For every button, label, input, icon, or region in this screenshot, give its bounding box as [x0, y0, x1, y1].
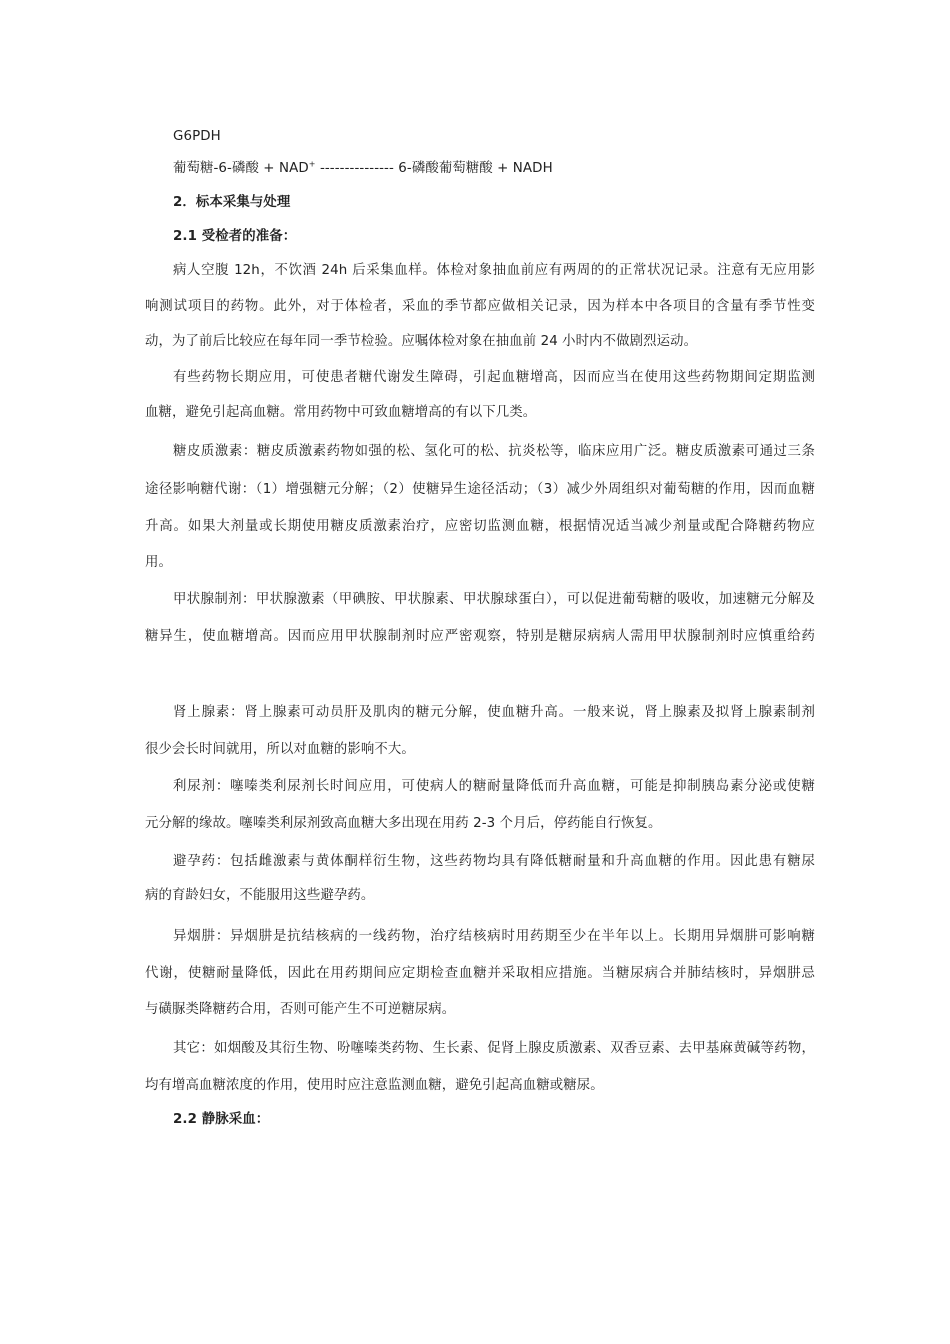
reaction-left: 葡萄糖-6-磷酸 + NAD: [173, 161, 309, 176]
paragraph-line: 有些药物长期应用，可使患者糖代谢发生障碍，引起血糖增高，因而应当在使用这些药物期间定期监测: [173, 370, 815, 385]
paragraph-line: 代谢，使糖耐量降低，因此在用药期间应定期检查血糖并采取相应措施。当糖尿病合并肺结核时，异烟肼忌: [145, 966, 815, 981]
paragraph-line: 元分解的缘故。噻嗪类利尿剂致高血糖大多出现在用药 2-3 个月后，停药能自行恢复。: [145, 816, 662, 831]
reaction-arrow: ---------------: [319, 161, 394, 176]
paragraph-line: 糖异生，使血糖增高。因而应用甲状腺制剂时应严密观察，特别是糖尿病病人需用甲状腺制剂时应慎重给药: [145, 629, 815, 644]
paragraph-line: 病人空腹 12h，不饮酒 24h 后采集血样。体检对象抽血前应有两周的的正常状况记录。注意有无应用影: [173, 263, 815, 278]
paragraph-line: 利尿剂：噻嗪类利尿剂长时间应用，可使病人的糖耐量降低而升高血糖，可能是抑制胰岛素分泌或使糖: [173, 779, 815, 794]
paragraph-line: 用。: [145, 555, 172, 570]
reaction-equation: [173, 159, 815, 179]
paragraph-line: 异烟肼：异烟肼是抗结核病的一线药物，治疗结核病时用药期至少在半年以上。长期用异烟肼可影响糖: [173, 929, 815, 944]
paragraph-line: 途径影响糖代谢：（1）增强糖元分解；（2）使糖异生途径活动；（3）减少外周组织对葡萄糖的作用，因而血糖: [145, 482, 815, 497]
paragraph-line: 甲状腺制剂：甲状腺激素（甲碘胺、甲状腺素、甲状腺球蛋白），可以促进葡萄糖的吸收，加速糖元分解及: [173, 592, 815, 607]
paragraph-line: 升高。如果大剂量或长期使用糖皮质激素治疗，应密切监测血糖，根据情况适当减少剂量或配合降糖药物应: [145, 519, 815, 534]
paragraph-line: 避孕药：包括雌激素与黄体酮样衍生物，这些药物均具有降低糖耐量和升高血糖的作用。因此患有糖尿: [173, 854, 815, 869]
section-heading-2-2: 2.2 静脉采血：: [173, 1112, 270, 1127]
section-heading-2: 2．标本采集与处理: [173, 195, 291, 210]
paragraph-line: 糖皮质激素：糖皮质激素药物如强的松、氢化可的松、抗炎松等，临床应用广泛。糖皮质激素可通过三条: [173, 444, 815, 459]
paragraph-line: 均有增高血糖浓度的作用，使用时应注意监测血糖，避免引起高血糖或糖尿。: [145, 1078, 604, 1093]
section-heading-2-1: 2.1 受检者的准备：: [173, 229, 297, 244]
reaction-right: 6-磷酸葡萄糖酸 + NADH: [398, 161, 553, 176]
paragraph-line: 血糖，避免引起高血糖。常用药物中可致血糖增高的有以下几类。: [145, 405, 537, 420]
paragraph-line: 病的育龄妇女，不能服用这些避孕药。: [145, 888, 375, 903]
paragraph-line: 很少会长时间就用，所以对血糖的影响不大。: [145, 742, 415, 757]
paragraph-line: 动，为了前后比较应在每年同一季节检验。应嘱体检对象在抽血前 24 小时内不做剧烈运动。: [145, 334, 698, 349]
paragraph-line: 响测试项目的药物。此外，对于体检者，采血的季节都应做相关记录，因为样本中各项目的含量有季节性变: [145, 299, 815, 314]
paragraph-line: 肾上腺素：肾上腺素可动员肝及肌肉的糖元分解，使血糖升高。一般来说，肾上腺素及拟肾上腺素制剂: [173, 705, 815, 720]
reaction-superscript: +: [308, 159, 316, 169]
paragraph-line: 其它：如烟酸及其衍生物、吩噻嗪类药物、生长素、促肾上腺皮质激素、双香豆素、去甲基麻黄碱等药物，: [173, 1041, 815, 1056]
paragraph-line: 与磺脲类降糖药合用，否则可能产生不可逆糖尿病。: [145, 1002, 456, 1017]
enzyme-label: G6PDH: [173, 129, 221, 144]
